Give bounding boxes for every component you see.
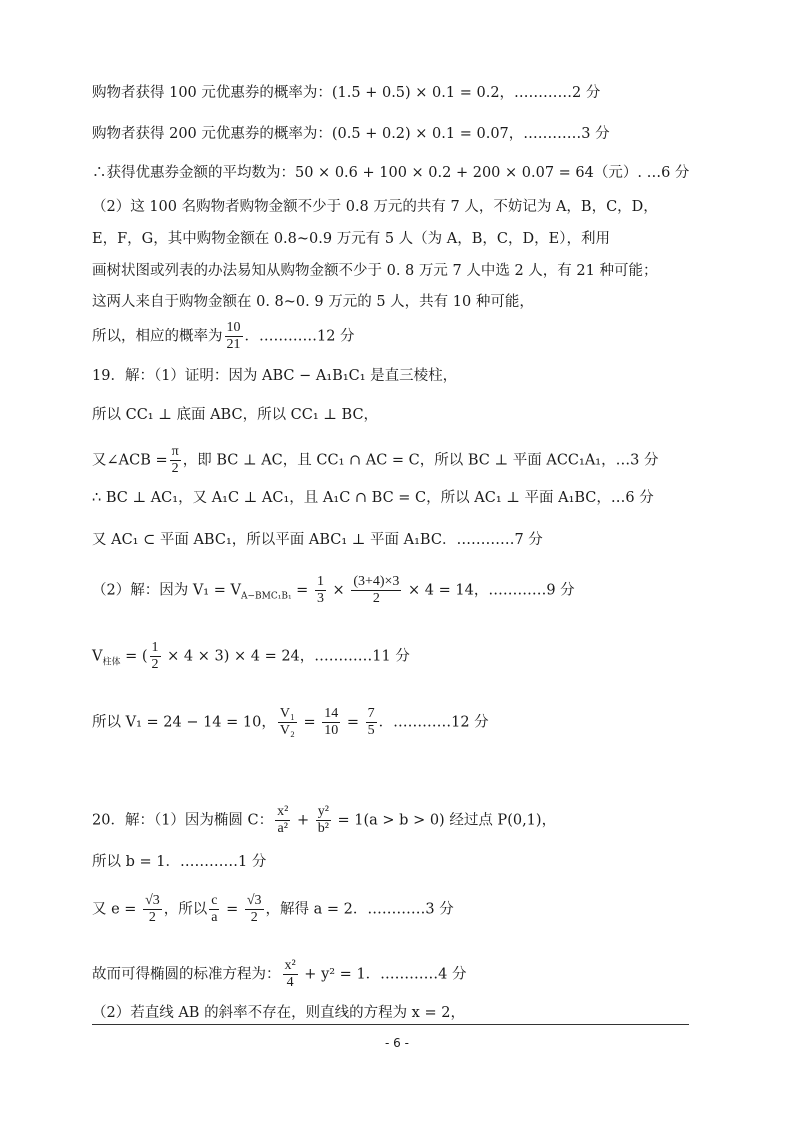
text-line-b1: 所以 b = 1．…………1 分 <box>92 854 267 870</box>
footer-rule <box>92 1024 689 1025</box>
problem-20-header <box>92 804 556 837</box>
fraction-denominator: 21 <box>226 337 241 352</box>
score-note: ．…………12 分 <box>378 714 489 731</box>
text-line-bc-ac1: ∴ BC ⊥ AC₁，又 A₁C ⊥ AC₁，且 A₁C ∩ BC = C，所以 AC₁ ⊥ 平面 A₁BC，…6 分 <box>92 490 654 506</box>
fraction-numerator: x² <box>284 958 296 973</box>
sqrt3-half-fraction-2 <box>245 893 264 926</box>
score-note: ．…………12 分 <box>244 328 355 345</box>
equals-sign: = <box>298 714 321 731</box>
fraction-numerator: 7 <box>367 706 375 721</box>
angle-rest: ，即 BC ⊥ AC，且 CC₁ ∩ AC = C，所以 BC ⊥ 平面 ACC₁A₁，…3 分 <box>182 452 659 469</box>
prism-result: × 4 × 3) × 4 = 24，…………11 分 <box>162 648 410 665</box>
x2-over-4-fraction <box>283 958 298 991</box>
therefore-text: ，所以 <box>163 901 208 918</box>
prism-volume-line <box>92 640 410 673</box>
equals-sign: = <box>291 582 313 599</box>
text-line-plane: 又 AC₁ ⊂ 平面 ABC₁，所以平面 ABC₁ ⊥ 平面 A₁BC．…………7 分 <box>92 532 543 548</box>
text-line-4: （2）这 100 名购物者购物金额不少于 0.8 万元的共有 7 人，不妨记为 A，B，C，D， <box>92 199 658 215</box>
fraction-numerator: π <box>171 444 179 459</box>
text-line-3: ∴获得优惠券金额的平均数为：50 × 0.6 + 100 × 0.2 + 200 × 0.07 = 64（元）. …6 分 <box>92 165 690 181</box>
equals-sign: = <box>342 714 364 731</box>
text-line-cc1: 所以 CC₁ ⊥ 底面 ABC，所以 CC₁ ⊥ BC， <box>92 407 379 423</box>
text-line-5: E，F，G，其中购物金额在 0.8~0.9 万元有 5 人（为 A，B，C，D，E），利用 <box>92 231 610 247</box>
angle-line <box>92 444 658 477</box>
text-line-slope: （2）若直线 AB 的斜率不存在，则直线的方程为 x = 2， <box>92 1005 465 1021</box>
eccentricity-label: 又 e = <box>92 901 142 918</box>
text-line-1: 购物者获得 100 元优惠券的概率为：(1.5 + 0.5) × 0.1 = 0.2，…………2 分 <box>92 85 601 101</box>
page-number: - 6 - <box>385 1036 409 1050</box>
ratio-14-10-fraction <box>322 706 340 739</box>
ratio-line <box>92 706 489 739</box>
one-third-fraction <box>315 574 326 607</box>
trapezoid-fraction <box>351 574 401 607</box>
text-line-7: 这两人来自于购物金额在 0. 8~0. 9 万元的 5 人，共有 10 种可能， <box>92 294 534 310</box>
volume-label: （2）解：因为 V₁ = V <box>92 582 241 599</box>
x2-a2-fraction <box>275 804 290 837</box>
ratio-7-5-fraction <box>366 706 377 739</box>
fraction-numerator: x² <box>277 804 289 819</box>
y2-b2-fraction <box>316 804 331 837</box>
fraction-denominator: 2 <box>250 910 258 925</box>
half-fraction <box>150 640 161 673</box>
ellipse-label: 20．解：（1）因为椭圆 C： <box>92 812 274 829</box>
volume-v1-line <box>92 574 575 607</box>
angle-label: 又∠ACB = <box>92 452 168 469</box>
fraction-numerator: 1 <box>151 640 159 655</box>
fraction-denominator: V₂ <box>279 723 295 738</box>
text-line-2: 购物者获得 200 元优惠券的概率为：(0.5 + 0.2) × 0.1 = 0.07，…………3 分 <box>92 126 610 142</box>
fraction-numerator: √3 <box>246 893 262 908</box>
c-over-a-fraction <box>209 893 219 926</box>
fraction-denominator: 4 <box>286 975 294 990</box>
standard-equation-rest: + y² = 1．…………4 分 <box>299 966 467 983</box>
volume-subscript: A−BMC₁B₁ <box>240 591 292 602</box>
volume-symbol: V <box>92 648 103 665</box>
fraction-denominator: b² <box>317 821 329 836</box>
fraction-numerator: V₁ <box>279 706 295 721</box>
fraction-numerator: 1 <box>316 574 324 589</box>
times-sign: × <box>327 582 350 599</box>
prism-subscript: 柱体 <box>102 657 121 668</box>
fraction-denominator: a <box>211 910 218 925</box>
fraction-denominator: 3 <box>316 591 324 606</box>
fraction-numerator: 14 <box>324 706 339 721</box>
text-line-6: 画树状图或列表的办法易知从购物金额不少于 0. 8 万元 7 人中选 2 人，有 21 种可能； <box>92 263 658 279</box>
fraction-denominator: a² <box>277 821 288 836</box>
v-ratio-fraction <box>278 706 297 739</box>
standard-equation-label: 故而可得椭圆的标准方程为： <box>92 966 281 983</box>
sqrt3-half-fraction <box>143 893 162 926</box>
ratio-label: 所以 V₁ = 24 − 14 = 10， <box>92 714 276 731</box>
fraction-denominator: 2 <box>148 910 156 925</box>
eccentricity-line <box>92 893 454 926</box>
problem-19-header: 19．解：（1）证明：因为 ABC − A₁B₁C₁ 是直三棱柱， <box>92 368 458 384</box>
fraction-numerator: (3+4)×3 <box>353 574 400 589</box>
probability-fraction <box>225 320 243 353</box>
probability-label: 所以，相应的概率为 <box>92 328 223 345</box>
volume-result: × 4 = 14，…………9 分 <box>403 582 575 599</box>
solve-a-text: ，解得 a = 2．…………3 分 <box>265 901 454 918</box>
standard-equation-line <box>92 958 467 991</box>
fraction-denominator: 2 <box>372 591 380 606</box>
fraction-denominator: 5 <box>367 723 375 738</box>
fraction-numerator: 10 <box>226 320 241 335</box>
fraction-denominator: 10 <box>324 723 339 738</box>
probability-line <box>92 320 355 353</box>
fraction-numerator: √3 <box>145 893 160 908</box>
equals-sign: = <box>221 901 243 918</box>
ellipse-condition: = 1(a > b > 0) 经过点 P(0,1)， <box>332 812 557 829</box>
fraction-numerator: c <box>211 893 218 908</box>
equals-paren: = ( <box>120 648 148 665</box>
fraction-numerator: y² <box>317 804 329 819</box>
fraction-denominator: 2 <box>151 657 159 672</box>
pi-half-fraction <box>170 444 181 477</box>
plus-sign: + <box>292 812 314 829</box>
fraction-denominator: 2 <box>171 461 179 476</box>
